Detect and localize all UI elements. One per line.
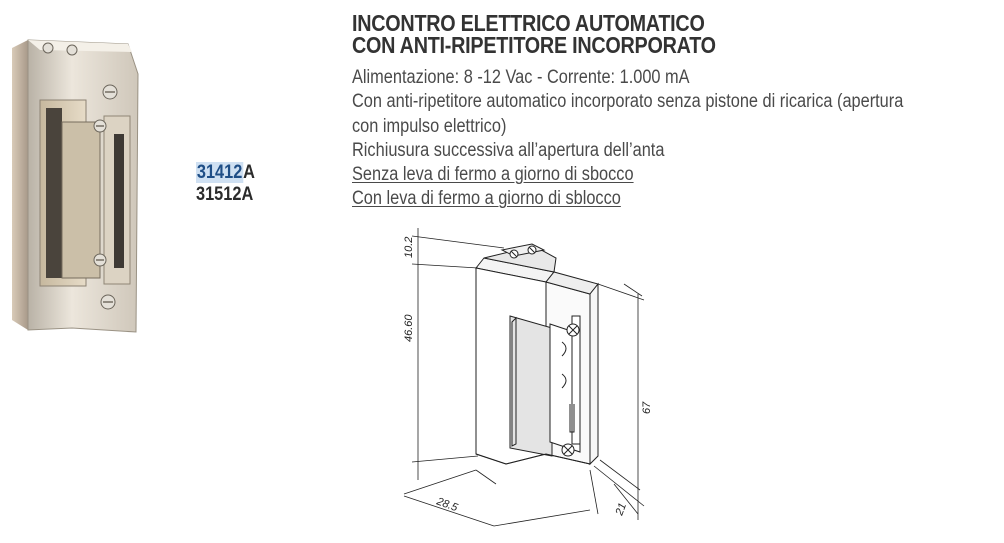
dimension-label: 10.2 bbox=[403, 236, 415, 258]
feature-line-1: Con anti-ripetitore automatico incorporato senza pistone di ricarica (apertura bbox=[352, 91, 904, 113]
option-without-lever: Senza leva di fermo a giorno di sbocco bbox=[352, 164, 634, 186]
code-31512a: 31512A bbox=[196, 184, 254, 205]
feature-line-3: Richiusura successiva all’apertura dell’anta bbox=[352, 139, 665, 161]
option-with-lever: Con leva di fermo a giorno di sblocco bbox=[352, 188, 621, 210]
product-description bbox=[352, 66, 1004, 212]
product-codes bbox=[196, 162, 255, 206]
dimension-label: 67 bbox=[641, 401, 653, 414]
dimension-label: 21 bbox=[613, 501, 630, 518]
code-highlight: 31412 bbox=[196, 162, 243, 183]
drawing-body bbox=[476, 244, 598, 464]
product-title bbox=[352, 12, 716, 56]
technical-drawing bbox=[384, 224, 684, 540]
dimension-label: 46.60 bbox=[403, 314, 415, 342]
dimension-label: 28.5 bbox=[434, 495, 460, 515]
power-spec: Alimentazione: 8 -12 Vac - Corrente: 1.000 mA bbox=[352, 67, 690, 88]
title-line-2: CON ANTI-RIPETITORE INCORPORATO bbox=[352, 32, 716, 58]
code-suffix: A bbox=[243, 162, 255, 183]
feature-line-2: con impulso elettrico) bbox=[352, 115, 507, 137]
title-line-1: INCONTRO ELETTRICO AUTOMATICO bbox=[352, 10, 705, 36]
code-31412a bbox=[196, 162, 255, 184]
product-photo bbox=[0, 30, 160, 350]
